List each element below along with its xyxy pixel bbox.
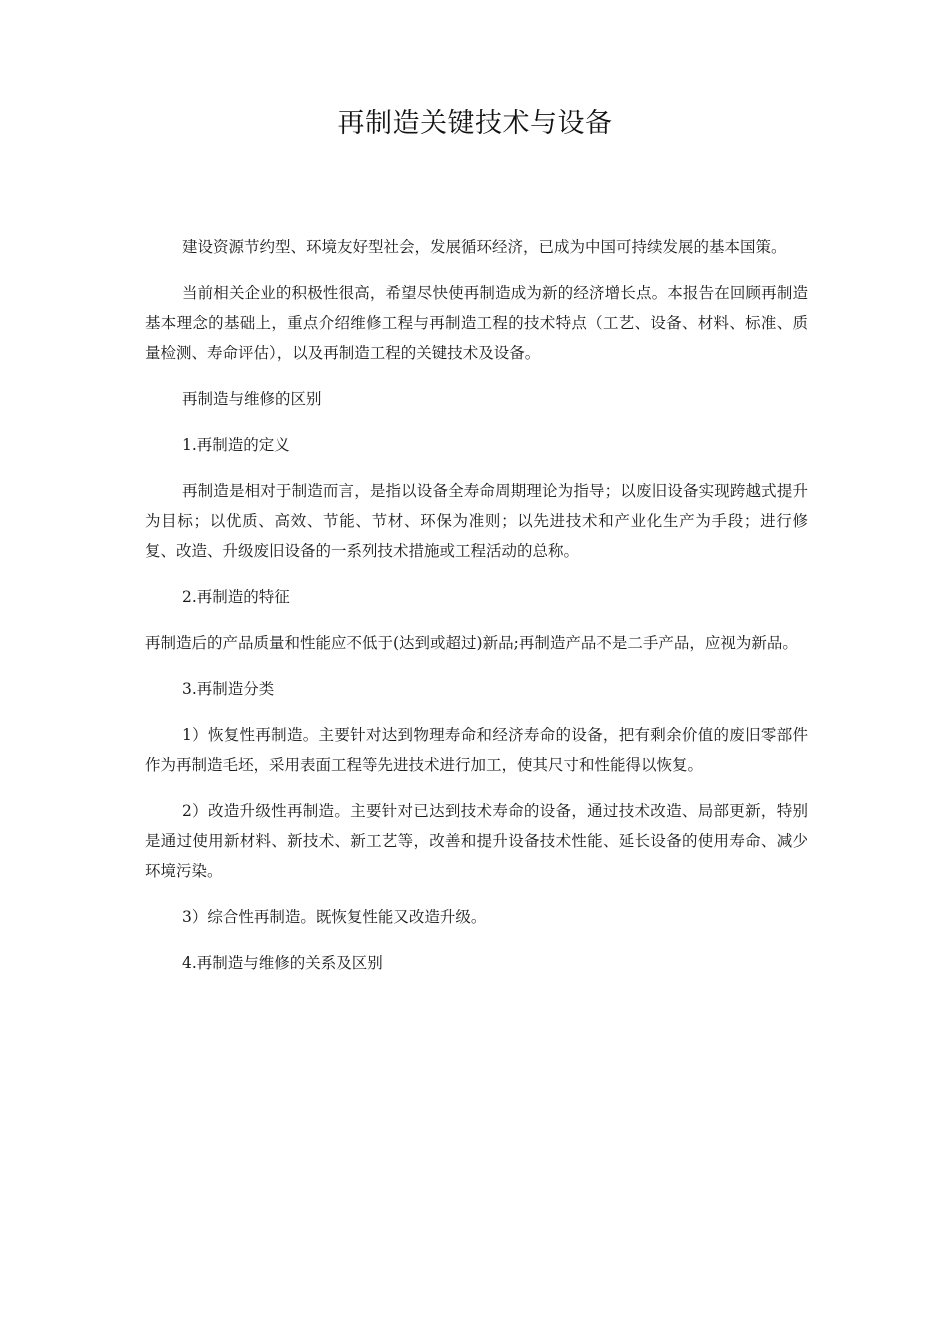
document-title: 再制造关键技术与设备 xyxy=(337,108,613,139)
subheading-features: 2.再制造的特征 xyxy=(182,588,290,606)
paragraph-intro: 建设资源节约型、环境友好型社会，发展循环经济，已成为中国可持续发展的基本国策。 xyxy=(182,238,787,256)
document-body xyxy=(145,232,808,994)
subheading-relationship: 4.再制造与维修的关系及区别 xyxy=(182,954,383,972)
paragraph-restorative: 1）恢复性再制造。主要针对达到物理寿命和经济寿命的设备，把有剩余价值的废旧零部件作为再制造毛坯，采用表面工程等先进技术进行加工，使其尺寸和性能得以恢复。 xyxy=(145,726,808,774)
paragraph-features: 再制造后的产品质量和性能应不低于(达到或超过)新品;再制造产品不是二手产品，应视为新品。 xyxy=(145,634,798,652)
subheading-classification: 3.再制造分类 xyxy=(182,680,275,698)
subheading-definition: 1.再制造的定义 xyxy=(182,436,290,454)
section-heading-difference: 再制造与维修的区别 xyxy=(182,390,322,408)
paragraph-report-overview: 当前相关企业的积极性很高，希望尽快使再制造成为新的经济增长点。本报告在回顾再制造基本理念的基础上，重点介绍维修工程与再制造工程的技术特点（工艺、设备、材料、标准、质量检测、寿命评估），以及再制造工程的关键技术及设备。 xyxy=(145,284,808,362)
paragraph-upgrade: 2）改造升级性再制造。主要针对已达到技术寿命的设备，通过技术改造、局部更新，特别是通过使用新材料、新技术、新工艺等，改善和提升设备技术性能、延长设备的使用寿命、减少环境污染。 xyxy=(145,802,808,880)
paragraph-definition: 再制造是相对于制造而言，是指以设备全寿命周期理论为指导；以废旧设备实现跨越式提升为目标；以优质、高效、节能、节材、环保为准则；以先进技术和产业化生产为手段；进行修复、改造、升级废旧设备的一系列技术措施或工程活动的总称。 xyxy=(145,482,808,560)
paragraph-comprehensive: 3）综合性再制造。既恢复性能又改造升级。 xyxy=(182,908,487,926)
